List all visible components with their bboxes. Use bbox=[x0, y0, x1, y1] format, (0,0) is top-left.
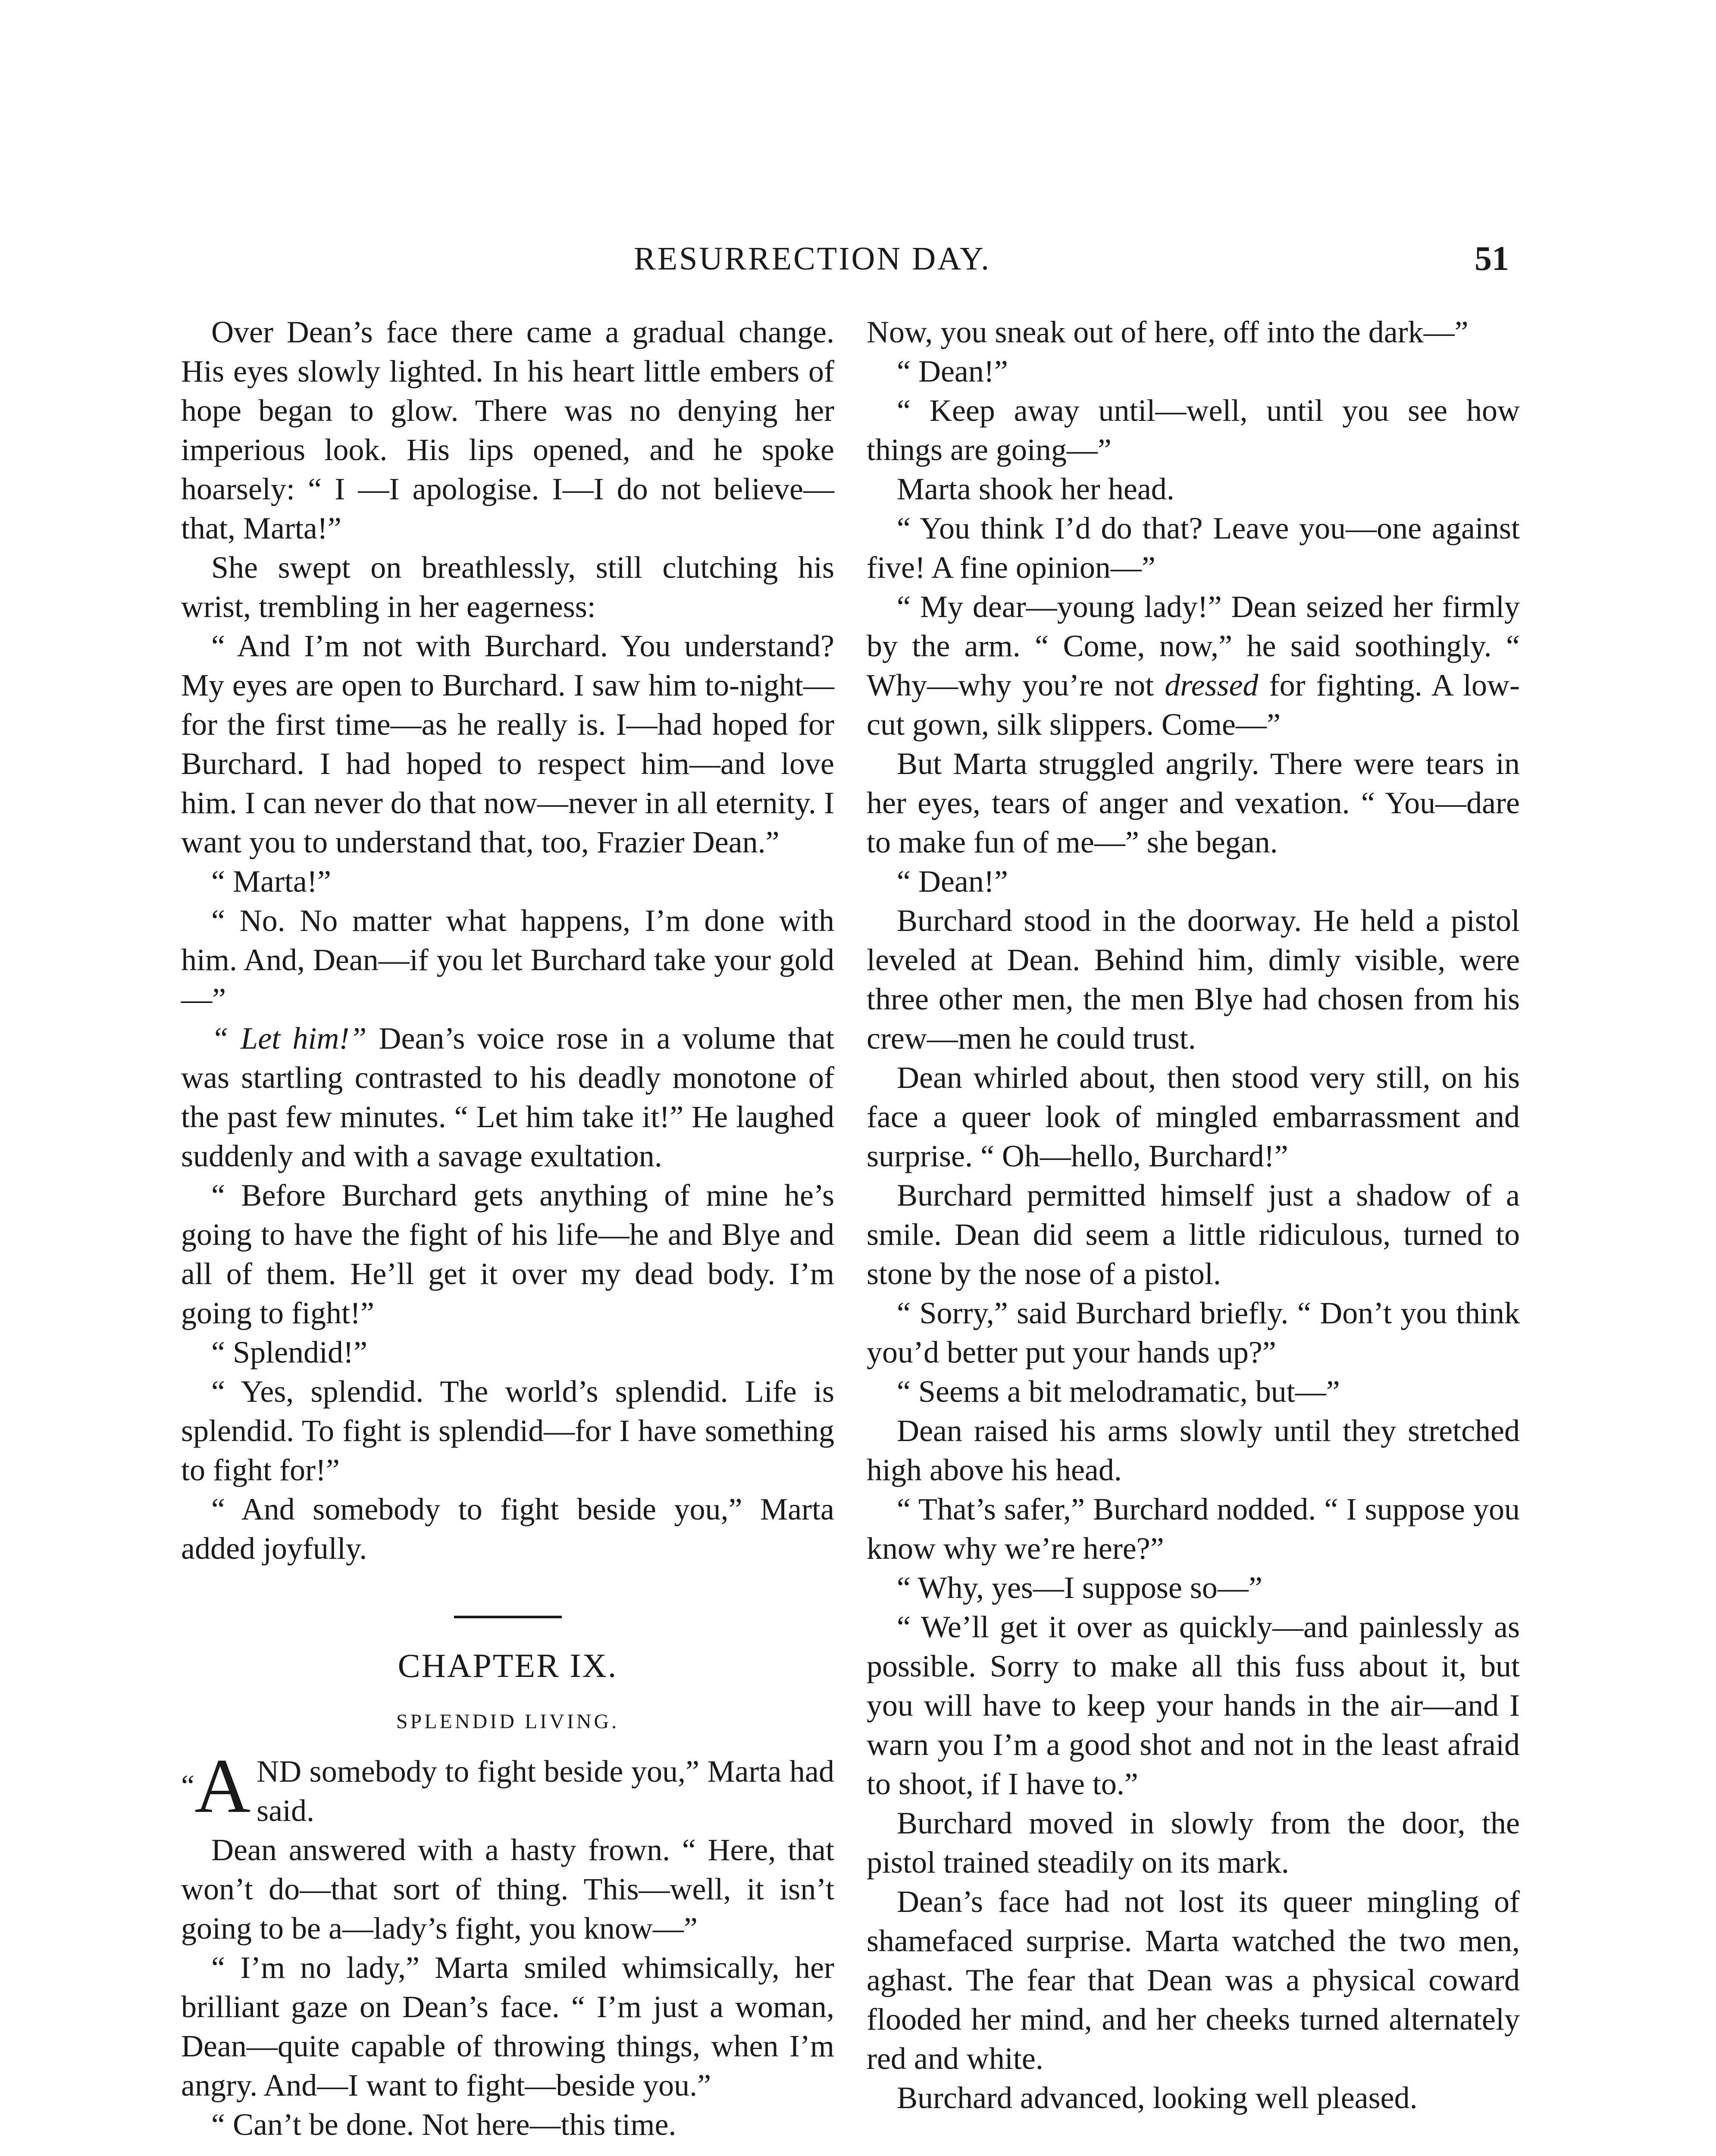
paragraph: “ And I’m not with Burchard. You understand? My eyes are open to Burchard. I saw him to-night—for the first time—as he really is. I—had hoped for Burchard. I had hoped to respect him—and love him. I can never do that now—never in all eternity. I want you to understand that, too, Frazier Dean.” bbox=[181, 629, 834, 859]
paragraph: “ That’s safer,” Burchard nodded. “ I suppose you know why we’re here?” bbox=[867, 1492, 1520, 1566]
chapter-title: CHAPTER IX. bbox=[398, 1647, 618, 1684]
paragraph: Burchard advanced, looking well pleased. bbox=[897, 2081, 1418, 2115]
paragraph: “ Sorry,” said Burchard briefly. “ Don’t you think you’d better put your hands up?” bbox=[867, 1296, 1520, 1369]
paragraph-text: for fighting. A low-cut gown, silk slippers. Come—” bbox=[867, 668, 1520, 742]
paragraph: “ Yes, splendid. The world’s splendid. Life is splendid. To fight is splendid—for I have something to fight for!” bbox=[181, 1374, 834, 1487]
running-title: RESURRECTION DAY. bbox=[634, 241, 991, 277]
paragraph: Over Dean’s face there came a gradual change. His eyes slowly lighted. In his heart little embers of hope began to glow. There was no denying her imperious look. His lips opened, and he spoke hoarsely: “ I —I apologise. I—I do not believe—that, Marta!” bbox=[181, 315, 834, 545]
paragraph: “ You think I’d do that? Leave you—one against five! A fine opinion—” bbox=[867, 511, 1520, 585]
paragraph: Dean raised his arms slowly until they stretched high above his head. bbox=[867, 1413, 1520, 1487]
drop-cap bbox=[181, 1743, 257, 1829]
paragraph: “ No. No matter what happens, I’m done with him. And, Dean—if you let Burchard take your gold—” bbox=[181, 903, 834, 1016]
paragraph-continuation: Now, you sneak out of here, off into the dark—” bbox=[867, 315, 1469, 349]
section-divider bbox=[454, 1616, 562, 1618]
paragraph: “ Dean!” bbox=[897, 354, 1008, 389]
chapter-subtitle: SPLENDID LIVING. bbox=[396, 1710, 620, 1733]
paragraph: “ Seems a bit melodramatic, but—” bbox=[897, 1374, 1340, 1409]
paragraph-text: ND somebody to fight beside you,” Marta had said. bbox=[257, 1754, 834, 1828]
paragraph: “ I’m no lady,” Marta smiled whimsically, her brilliant gaze on Dean’s face. “ I’m just a woman, Dean—quite capable of throwing things, when I’m angry. And—I want to fight—beside you.” bbox=[181, 1950, 834, 2103]
paragraph: Burchard moved in slowly from the door, the pistol trained steadily on its mark. bbox=[867, 1806, 1520, 1880]
paragraph: “ Splendid!” bbox=[211, 1335, 367, 1369]
paragraph: Burchard stood in the doorway. He held a pistol leveled at Dean. Behind him, dimly visible, were three other men, the men Blye had chosen from his crew—men he could trust. bbox=[867, 903, 1520, 1056]
chapter-opening-paragraph bbox=[181, 1743, 834, 1830]
paragraph: Dean’s face had not lost its queer mingling of shamefaced surprise. Marta watched the two men, aghast. The fear that Dean was a physical coward flooded her mind, and her cheeks turned alternately red and white. bbox=[867, 1884, 1520, 2076]
paragraph: Dean answered with a hasty frown. “ Here, that won’t do—that sort of thing. This—well, it isn’t going to be a—lady’s fight, you know—” bbox=[181, 1833, 834, 1946]
page-number: 51 bbox=[1475, 240, 1509, 278]
drop-cap-letter: A bbox=[194, 1743, 251, 1829]
paragraph: “ Dean!” bbox=[897, 864, 1008, 899]
paragraph: Burchard permitted himself just a shadow of a smile. Dean did seem a little ridiculous, turned to stone by the nose of a pistol. bbox=[867, 1178, 1520, 1291]
drop-cap-quote: “ bbox=[181, 1769, 195, 1802]
paragraph: Marta shook her head. bbox=[897, 472, 1174, 506]
paragraph: But Marta struggled angrily. There were tears in her eyes, tears of anger and vexation. “ You—dare to make fun of me—” she began. bbox=[867, 746, 1520, 859]
right-column bbox=[867, 313, 1520, 2118]
paragraph: “ Marta!” bbox=[211, 864, 331, 899]
paragraph: “ Can’t be done. Not here—this time. bbox=[211, 2107, 676, 2142]
left-column bbox=[181, 313, 834, 2144]
paragraph: “ Why, yes—I suppose so—” bbox=[897, 1570, 1262, 1605]
paragraph: Dean whirled about, then stood very still, on his face a queer look of mingled embarrassment and surprise. “ Oh—hello, Burchard!” bbox=[867, 1060, 1520, 1173]
italic-exclamation: “ Let him!” bbox=[211, 1021, 367, 1056]
paragraph-text: Dean’s voice rose in a volume that was startling contrasted to his deadly monotone of the past few minutes. “ Let him take it!” He laughed suddenly and with a savage exultation. bbox=[181, 1021, 834, 1173]
paragraph: She swept on breathlessly, still clutching his wrist, trembling in her eagerness: bbox=[181, 550, 834, 624]
paragraph: “ We’ll get it over as quickly—and painlessly as possible. Sorry to make all this fuss about it, but you will have to keep your hands in the air—and I warn you I’m a good shot and not in the least afraid to shoot, if I have to.” bbox=[867, 1610, 1520, 1801]
paragraph bbox=[867, 587, 1520, 744]
paragraph bbox=[181, 1019, 834, 1176]
running-header bbox=[181, 235, 1509, 282]
paragraph: “ Before Burchard gets anything of mine he’s going to have the fight of his life—he and Blye and all of them. He’ll get it over my dead body. I’m going to fight!” bbox=[181, 1178, 834, 1330]
italic-word: dressed bbox=[1165, 668, 1259, 702]
paragraph-text: “ My dear—young lady!” Dean seized her firmly by the arm. “ Come, now,” he said soothingly. “ Why—why you’re not bbox=[867, 589, 1520, 702]
paragraph: “ Keep away until—well, until you see how things are going—” bbox=[867, 393, 1520, 467]
paragraph: “ And somebody to fight beside you,” Marta added joyfully. bbox=[181, 1492, 834, 1566]
